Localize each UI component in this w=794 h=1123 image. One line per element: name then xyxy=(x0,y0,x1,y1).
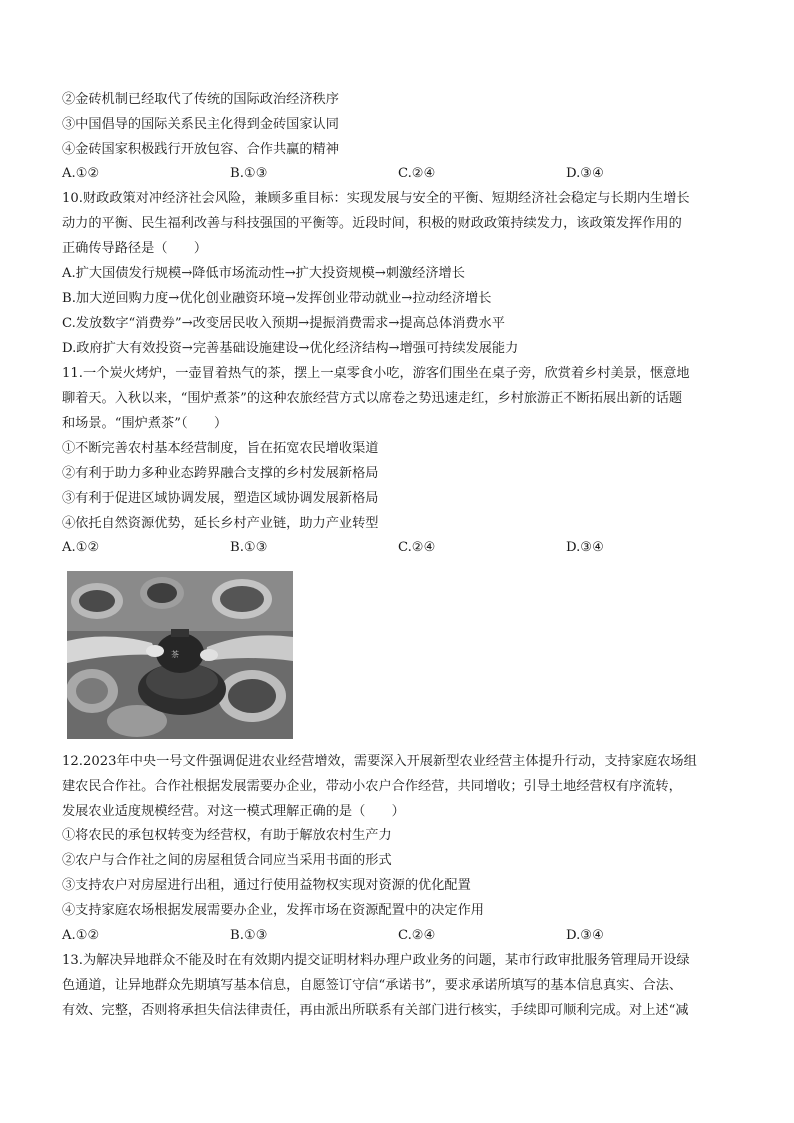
q10-choice-b[interactable]: B.加大逆回购力度→优化创业融资环境→发挥创业带动就业→拉动经济增长 xyxy=(62,291,492,306)
q11-statement-4: ④依托自然资源优势，延长乡村产业链，助力产业转型 xyxy=(62,516,379,531)
q12-statement-4: ④支持家庭农场根据发展需要办企业，发挥市场在资源配置中的决定作用 xyxy=(62,903,484,918)
q9-statement-4: ④金砖国家积极践行开放包容、合作共赢的精神 xyxy=(62,142,339,157)
tea-stove-illustration xyxy=(67,571,293,739)
q11-option-d[interactable]: D.③④ xyxy=(566,540,604,555)
q9-option-d[interactable]: D.③④ xyxy=(566,166,604,181)
q11-stem-line-1: 11.一个炭火烤炉，一壶冒着热气的茶，摆上一桌零食小吃，游客们围坐在桌子旁，欣赏着乡村美景，惬意地 xyxy=(62,366,690,381)
q12-option-c[interactable]: C.②④ xyxy=(398,928,436,943)
q12-option-d[interactable]: D.③④ xyxy=(566,928,604,943)
q10-stem-line-3: 正确传导路径是（ ） xyxy=(62,241,208,256)
q12-option-a[interactable]: A.①② xyxy=(62,928,100,943)
q12-statement-3: ③支持农户对房屋进行出租，通过行使用益物权实现对资源的优化配置 xyxy=(62,878,471,893)
q9-statement-3: ③中国倡导的国际关系民主化得到金砖国家认同 xyxy=(62,117,339,132)
q11-option-b[interactable]: B.①③ xyxy=(230,540,268,555)
q10-stem-line-1: 10.财政政策对冲经济社会风险，兼顾多重目标：实现发展与安全的平衡、短期经济社会稳定与长期内生增长 xyxy=(62,191,690,206)
q12-option-b[interactable]: B.①③ xyxy=(230,928,268,943)
q11-statement-2: ②有利于助力多种业态跨界融合支撑的乡村发展新格局 xyxy=(62,466,379,481)
q13-stem-line-1: 13.为解决异地群众不能及时在有效期内提交证明材料办理户政业务的问题，某市行政审批服务管理局开设绿 xyxy=(62,953,690,968)
q12-statement-1: ①将农民的承包权转变为经营权，有助于解放农村生产力 xyxy=(62,828,392,843)
q9-option-c[interactable]: C.②④ xyxy=(398,166,436,181)
q12-statement-2: ②农户与合作社之间的房屋租赁合同应当采用书面的形式 xyxy=(62,853,392,868)
q13-stem-line-3: 有效、完整，否则将承担失信法律责任，再由派出所联系有关部门进行核实，手续即可顺利完成。对上述“减 xyxy=(62,1003,689,1018)
q13-stem-line-2: 色通道，让异地群众先期填写基本信息，自愿签订守信“承诺书”，要求承诺所填写的基本信息真实、合法、 xyxy=(62,978,683,993)
q10-stem-line-2: 动力的平衡、民生福利改善与科技强国的平衡等。近段时间，积极的财政政策持续发力，该政策发挥作用的 xyxy=(62,216,682,231)
q11-stem-line-2: 聊着天。入秋以来，“围炉煮茶”的这种农旅经营方式以席卷之势迅速走红，乡村旅游正不断拓展出新的话题 xyxy=(62,391,683,406)
q10-choice-c[interactable]: C.发放数字“消费券”→改变居民收入预期→提振消费需求→提高总体消费水平 xyxy=(62,316,505,331)
q12-stem-line-1: 12.2023年中央一号文件强调促进农业经营增效，需要深入开展新型农业经营主体提升行动，支持家庭农场组 xyxy=(62,754,697,769)
svg-text:茶: 茶 xyxy=(171,650,179,659)
q12-stem-line-2: 建农民合作社。合作社根据发展需要办企业，带动小农户合作经营，共同增收；引导土地经营权有序流转， xyxy=(62,779,682,794)
q9-statement-2: ②金砖机制已经取代了传统的国际政治经济秩序 xyxy=(62,92,339,107)
q11-stem-line-3: 和场景。“围炉煮茶”（ ） xyxy=(62,416,228,431)
q10-choice-d[interactable]: D.政府扩大有效投资→完善基础设施建设→优化经济结构→增强可持续发展能力 xyxy=(62,341,519,356)
q11-option-a[interactable]: A.①② xyxy=(62,540,100,555)
q11-statement-3: ③有利于促进区域协调发展，塑造区域协调发展新格局 xyxy=(62,491,379,506)
q10-choice-a[interactable]: A.扩大国债发行规模→降低市场流动性→扩大投资规模→刺激经济增长 xyxy=(62,266,465,281)
q12-stem-line-3: 发展农业适度规模经营。对这一模式理解正确的是（ ） xyxy=(62,804,405,819)
tea-stove-photo xyxy=(67,571,293,739)
q11-option-c[interactable]: C.②④ xyxy=(398,540,436,555)
q11-statement-1: ①不断完善农村基本经营制度，旨在拓宽农民增收渠道 xyxy=(62,441,379,456)
q9-option-b[interactable]: B.①③ xyxy=(230,166,268,181)
q9-option-a[interactable]: A.①② xyxy=(62,166,100,181)
